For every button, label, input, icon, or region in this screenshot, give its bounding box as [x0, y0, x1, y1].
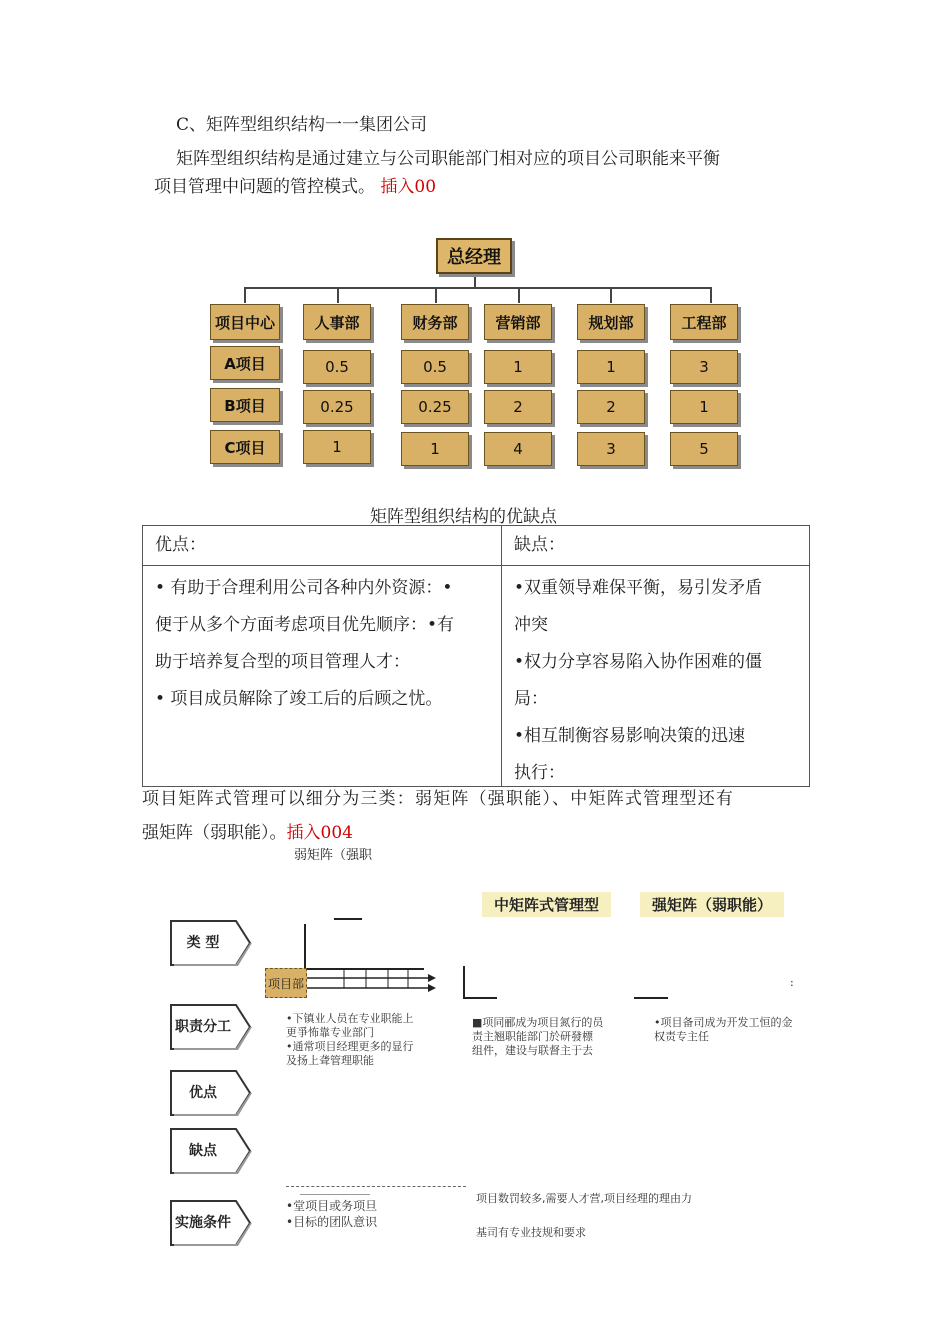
cell-value: 5 — [670, 432, 738, 466]
row-chevron-type — [170, 920, 250, 964]
pros-list — [143, 566, 501, 724]
conditions-left-line: •堂项目或务项旦 — [286, 1199, 378, 1213]
column-header: 营销部 — [484, 304, 552, 340]
duty-left-line: 及扬上聋管理职能 — [286, 1054, 374, 1067]
table-caption: 矩阵型组织结构的优缺点 — [370, 507, 557, 527]
org-chart — [0, 0, 950, 480]
duty-right-line: •项目备司成为开发工恒的金 — [654, 1016, 793, 1029]
cell-value: 1 — [401, 432, 469, 466]
row-chevron-pros — [170, 1070, 250, 1114]
connector-drop — [710, 287, 712, 303]
row-label: 实施条件 — [175, 1215, 231, 1231]
pros-cons-table — [142, 525, 810, 787]
matrix-types-diagram — [0, 840, 950, 1260]
cell-value: 1 — [303, 430, 371, 464]
cons-list — [502, 566, 809, 786]
cons-line: •权力分享容易陷入协作困难的僵 — [514, 652, 763, 672]
section-heading: C、矩阵型组织结构一一集团公司 — [176, 115, 428, 135]
cell-value: 0.5 — [303, 350, 371, 384]
conditions-mid-2-wrap — [476, 1226, 616, 1240]
column-header: 财务部 — [401, 304, 469, 340]
duty-left — [286, 1012, 446, 1067]
row-label: 职责分工 — [175, 1019, 231, 1035]
separator-line — [300, 1194, 370, 1195]
cell-value: 0.25 — [401, 390, 469, 424]
duty-left-line: •下镇业人员在专业职能上 — [286, 1012, 414, 1025]
conditions-left — [286, 1198, 456, 1229]
column-header: 规划部 — [577, 304, 645, 340]
conditions-left-line: •目标的团队意识 — [286, 1215, 378, 1229]
pros-line: • 项目成员解除了竣工后的后顾之忧。 — [155, 689, 443, 709]
column-header: 人事部 — [303, 304, 371, 340]
cell-value: 2 — [484, 390, 552, 424]
connector-drop — [337, 287, 339, 303]
sketch-mark: : — [790, 976, 794, 989]
conditions-mid-line: 项目数罚较多,需要人才营,项目经理的理由力 — [476, 1192, 692, 1205]
row-label: C项目 — [210, 430, 280, 464]
project-dept-box: 项目部 — [265, 968, 307, 998]
duty-mid-line: 组件，建设与联督主于去 — [472, 1044, 593, 1057]
cell-value: 1 — [670, 390, 738, 424]
row-chevron-cons — [170, 1128, 250, 1172]
cons-line: 冲突 — [514, 615, 548, 635]
connector-drop — [610, 287, 612, 303]
pros-line: 便于从多个方面考虑项目优先顺序：•有 — [155, 615, 455, 635]
cell-value: 3 — [577, 432, 645, 466]
row-label: 类 型 — [186, 935, 220, 951]
insert-link-00[interactable]: 插入00 — [380, 177, 437, 197]
cons-line: 局： — [514, 689, 548, 709]
duty-left-line: •通常项目经理更多的显行 — [286, 1040, 414, 1053]
connector-drop — [518, 287, 520, 303]
row-label: B项目 — [210, 388, 280, 422]
row-chevron-duty — [170, 1004, 250, 1048]
sketch-line — [463, 997, 497, 999]
insert-link-004[interactable]: 插入004 — [286, 823, 353, 843]
column-header: 项目中心 — [210, 304, 280, 340]
intro-line-1: 矩阵型组织结构是通过建立与公司职能部门相对应的项目公司职能来平衡 — [176, 149, 720, 169]
para2-line-2: 强矩阵（弱职能）。 — [142, 823, 287, 843]
column-header: 工程部 — [670, 304, 738, 340]
cons-line: •相互制衡容易影响决策的迅速 — [514, 726, 746, 746]
cell-value: 0.5 — [401, 350, 469, 384]
cons-line: 执行： — [514, 763, 565, 783]
general-manager-box: 总经理 — [436, 238, 512, 274]
row-label: 优点 — [189, 1085, 217, 1101]
cut-title: 弱矩阵（强职 — [294, 848, 373, 863]
intro-line-2: 项目管理中问题的管控模式。 — [154, 177, 375, 197]
cell-value: 4 — [484, 432, 552, 466]
duty-mid-line: 责主翘职能部门於研發標 — [472, 1030, 593, 1043]
pros-line: • 有助于合理利用公司各种内外资源：• — [155, 578, 453, 598]
duty-mid — [472, 1016, 632, 1057]
row-chevron-conditions — [170, 1200, 250, 1244]
dashed-separator — [286, 1186, 466, 1187]
row-label: 缺点 — [189, 1143, 217, 1159]
connector-drop — [435, 287, 437, 303]
pros-header: 优点： — [155, 535, 206, 555]
pros-line: 助于培养复合型的项目管理人才： — [155, 652, 410, 672]
connector-horizontal — [244, 287, 712, 289]
duty-right-line: 权责专主任 — [654, 1030, 709, 1043]
cell-value: 2 — [577, 390, 645, 424]
sketch-line — [304, 924, 306, 968]
connector-drop — [244, 287, 246, 303]
sketch-line — [334, 918, 362, 920]
conditions-mid-line: 基司有专业技规和要求 — [476, 1226, 586, 1239]
cons-header: 缺点： — [514, 535, 565, 555]
para2-line-1: 项目矩阵式管理可以细分为三类：弱矩阵（强职能）、中矩阵式管理型还有 — [142, 789, 735, 809]
sketch-line — [634, 997, 668, 999]
cons-line: •双重领导难保平衡，易引发矛盾 — [514, 578, 763, 598]
cut-title-wrapper — [294, 848, 394, 863]
duty-mid-line: ■项同郦成为项目氮行的员 — [472, 1016, 604, 1029]
col-mid-label: 中矩阵式管理型 — [482, 892, 611, 917]
duty-left-line: 更爭怖靠专业部门 — [286, 1026, 374, 1039]
cell-value: 0.25 — [303, 390, 371, 424]
cell-value: 3 — [670, 350, 738, 384]
cell-value: 1 — [577, 350, 645, 384]
row-label: A项目 — [210, 346, 280, 380]
col-right-label: 强矩阵（弱职能） — [640, 892, 784, 917]
duty-right — [654, 1016, 814, 1043]
cell-value: 1 — [484, 350, 552, 384]
sketch-line — [463, 966, 465, 998]
conditions-mid-1-wrap — [476, 1192, 716, 1205]
